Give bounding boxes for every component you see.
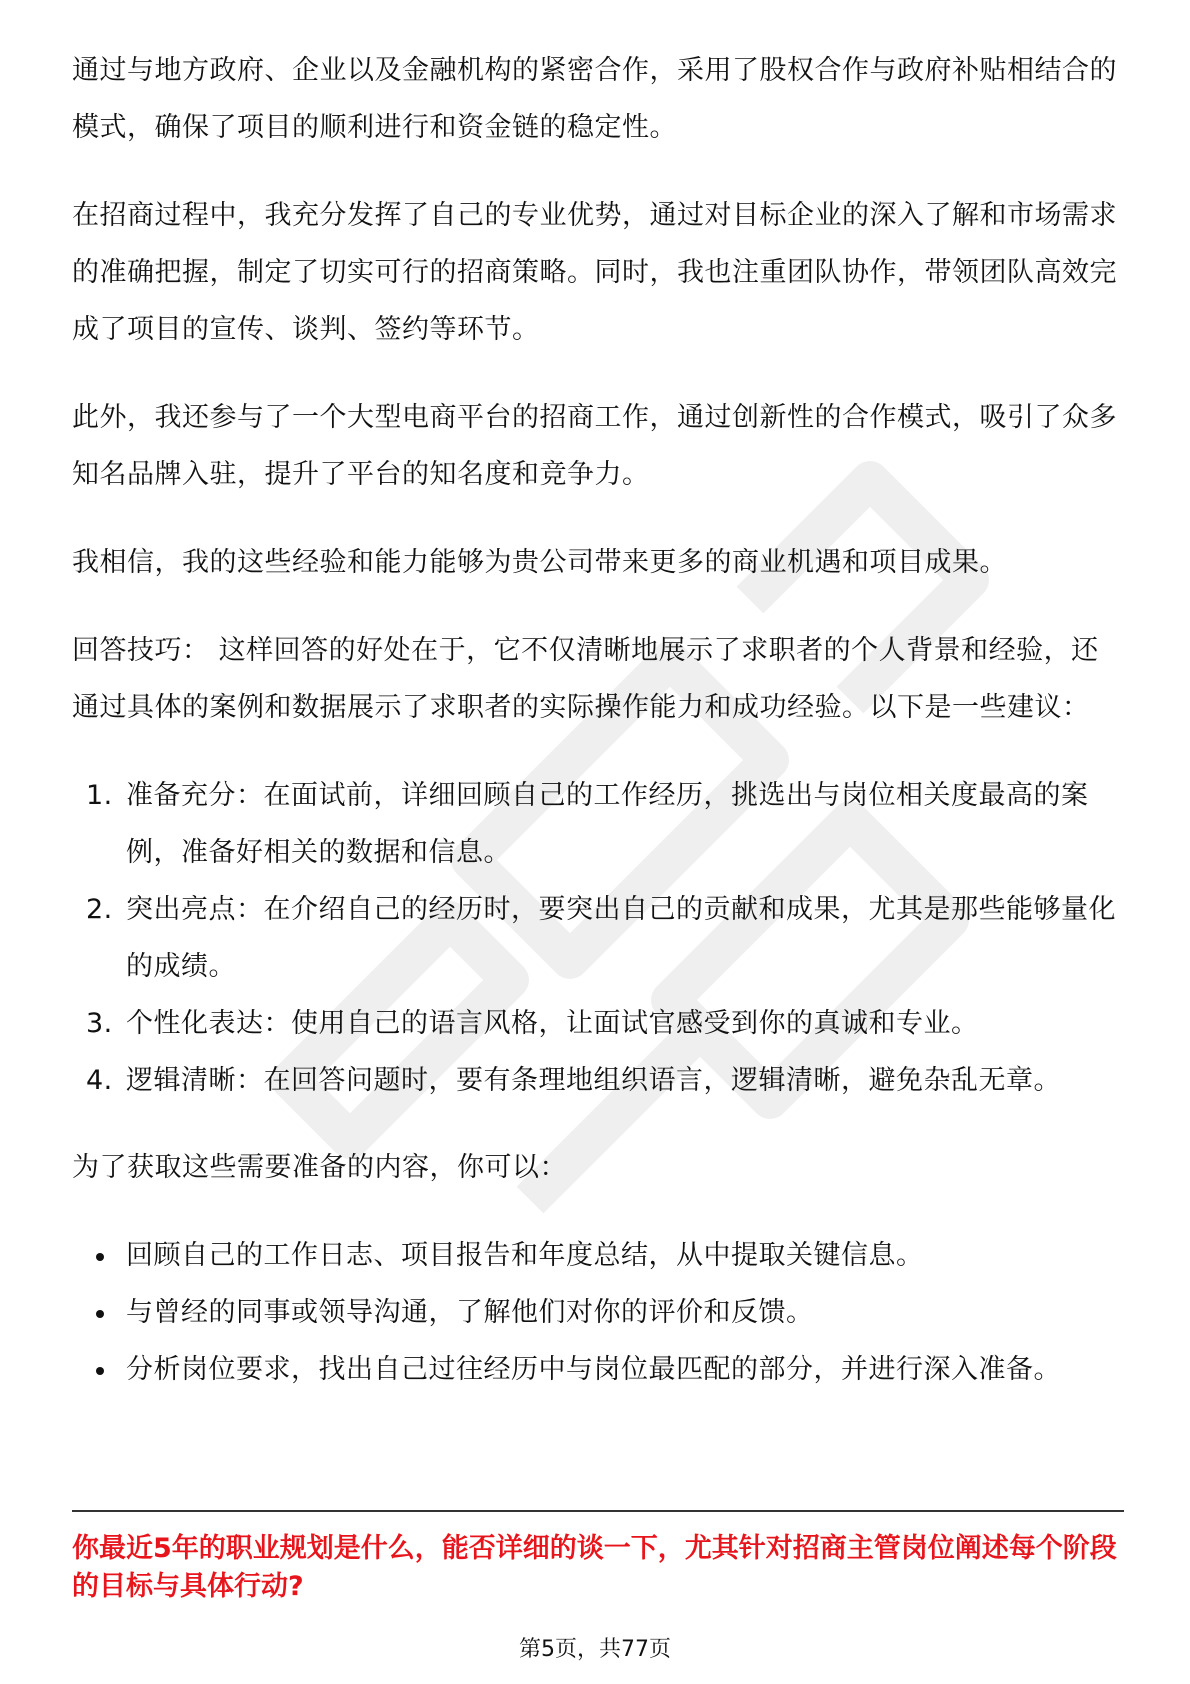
page-number: 第5页，共77页	[519, 1637, 671, 1662]
paragraph-ecommerce: 此外，我还参与了一个大型电商平台的招商工作，通过创新性的合作模式，吸引了众多知名品牌入驻，提升了平台的知名度和竞争力。	[72, 402, 1117, 490]
tips-list	[72, 767, 1124, 1109]
list-item	[72, 1227, 1124, 1284]
list-item-text: 逻辑清晰：在回答问题时，要有条理地组织语言，逻辑清晰，避免杂乱无章。	[126, 1065, 1061, 1096]
list-item-text: 突出亮点：在介绍自己的经历时，要突出自己的贡献和成果，尤其是那些能够量化的成绩。	[126, 894, 1116, 982]
list-number: 2.	[86, 894, 113, 925]
next-question-heading: 你最近5年的职业规划是什么，能否详细的谈一下，尤其针对招商主管岗位阐述每个阶段的目标与具体行动?	[72, 1533, 1117, 1602]
paragraph-belief: 我相信，我的这些经验和能力能够为贵公司带来更多的商业机遇和项目成果。	[72, 547, 1007, 578]
list-item-text: 个性化表达：使用自己的语言风格，让面试官感受到你的真诚和专业。	[126, 1008, 979, 1039]
bullet-icon	[96, 1367, 104, 1375]
document-body	[72, 42, 1124, 1428]
list-item	[72, 1284, 1124, 1341]
bullet-icon	[96, 1310, 104, 1318]
prep-list	[72, 1227, 1124, 1398]
list-item-text: 准备充分：在面试前，详细回顾自己的工作经历，挑选出与岗位相关度最高的案例，准备好相关的数据和信息。	[126, 780, 1089, 868]
paragraph-answer-tips: 回答技巧： 这样回答的好处在于，它不仅清晰地展示了求职者的个人背景和经验，还通过具体的案例和数据展示了求职者的实际操作能力和成功经验。以下是一些建议：	[72, 635, 1099, 723]
section-divider	[72, 1510, 1124, 1512]
list-item	[72, 767, 1124, 881]
list-item	[72, 995, 1124, 1052]
list-number: 3.	[86, 1008, 113, 1039]
bullet-icon	[96, 1253, 104, 1261]
list-item-text: 与曾经的同事或领导沟通，了解他们对你的评价和反馈。	[126, 1297, 814, 1328]
paragraph-prep-intro: 为了获取这些需要准备的内容，你可以：	[72, 1152, 567, 1183]
list-item-text: 回顾自己的工作日志、项目报告和年度总结，从中提取关键信息。	[126, 1240, 924, 1271]
list-item	[72, 881, 1124, 995]
list-number: 4.	[86, 1065, 113, 1096]
list-item	[72, 1052, 1124, 1109]
paragraph-cooperation: 通过与地方政府、企业以及金融机构的紧密合作，采用了股权合作与政府补贴相结合的模式，确保了项目的顺利进行和资金链的稳定性。	[72, 55, 1117, 143]
list-number: 1.	[86, 780, 113, 811]
paragraph-strategy: 在招商过程中，我充分发挥了自己的专业优势，通过对目标企业的深入了解和市场需求的准确把握，制定了切实可行的招商策略。同时，我也注重团队协作，带领团队高效完成了项目的宣传、谈判、签约等环节。	[72, 200, 1117, 345]
list-item	[72, 1341, 1124, 1398]
list-item-text: 分析岗位要求，找出自己过往经历中与岗位最匹配的部分，并进行深入准备。	[126, 1354, 1061, 1385]
